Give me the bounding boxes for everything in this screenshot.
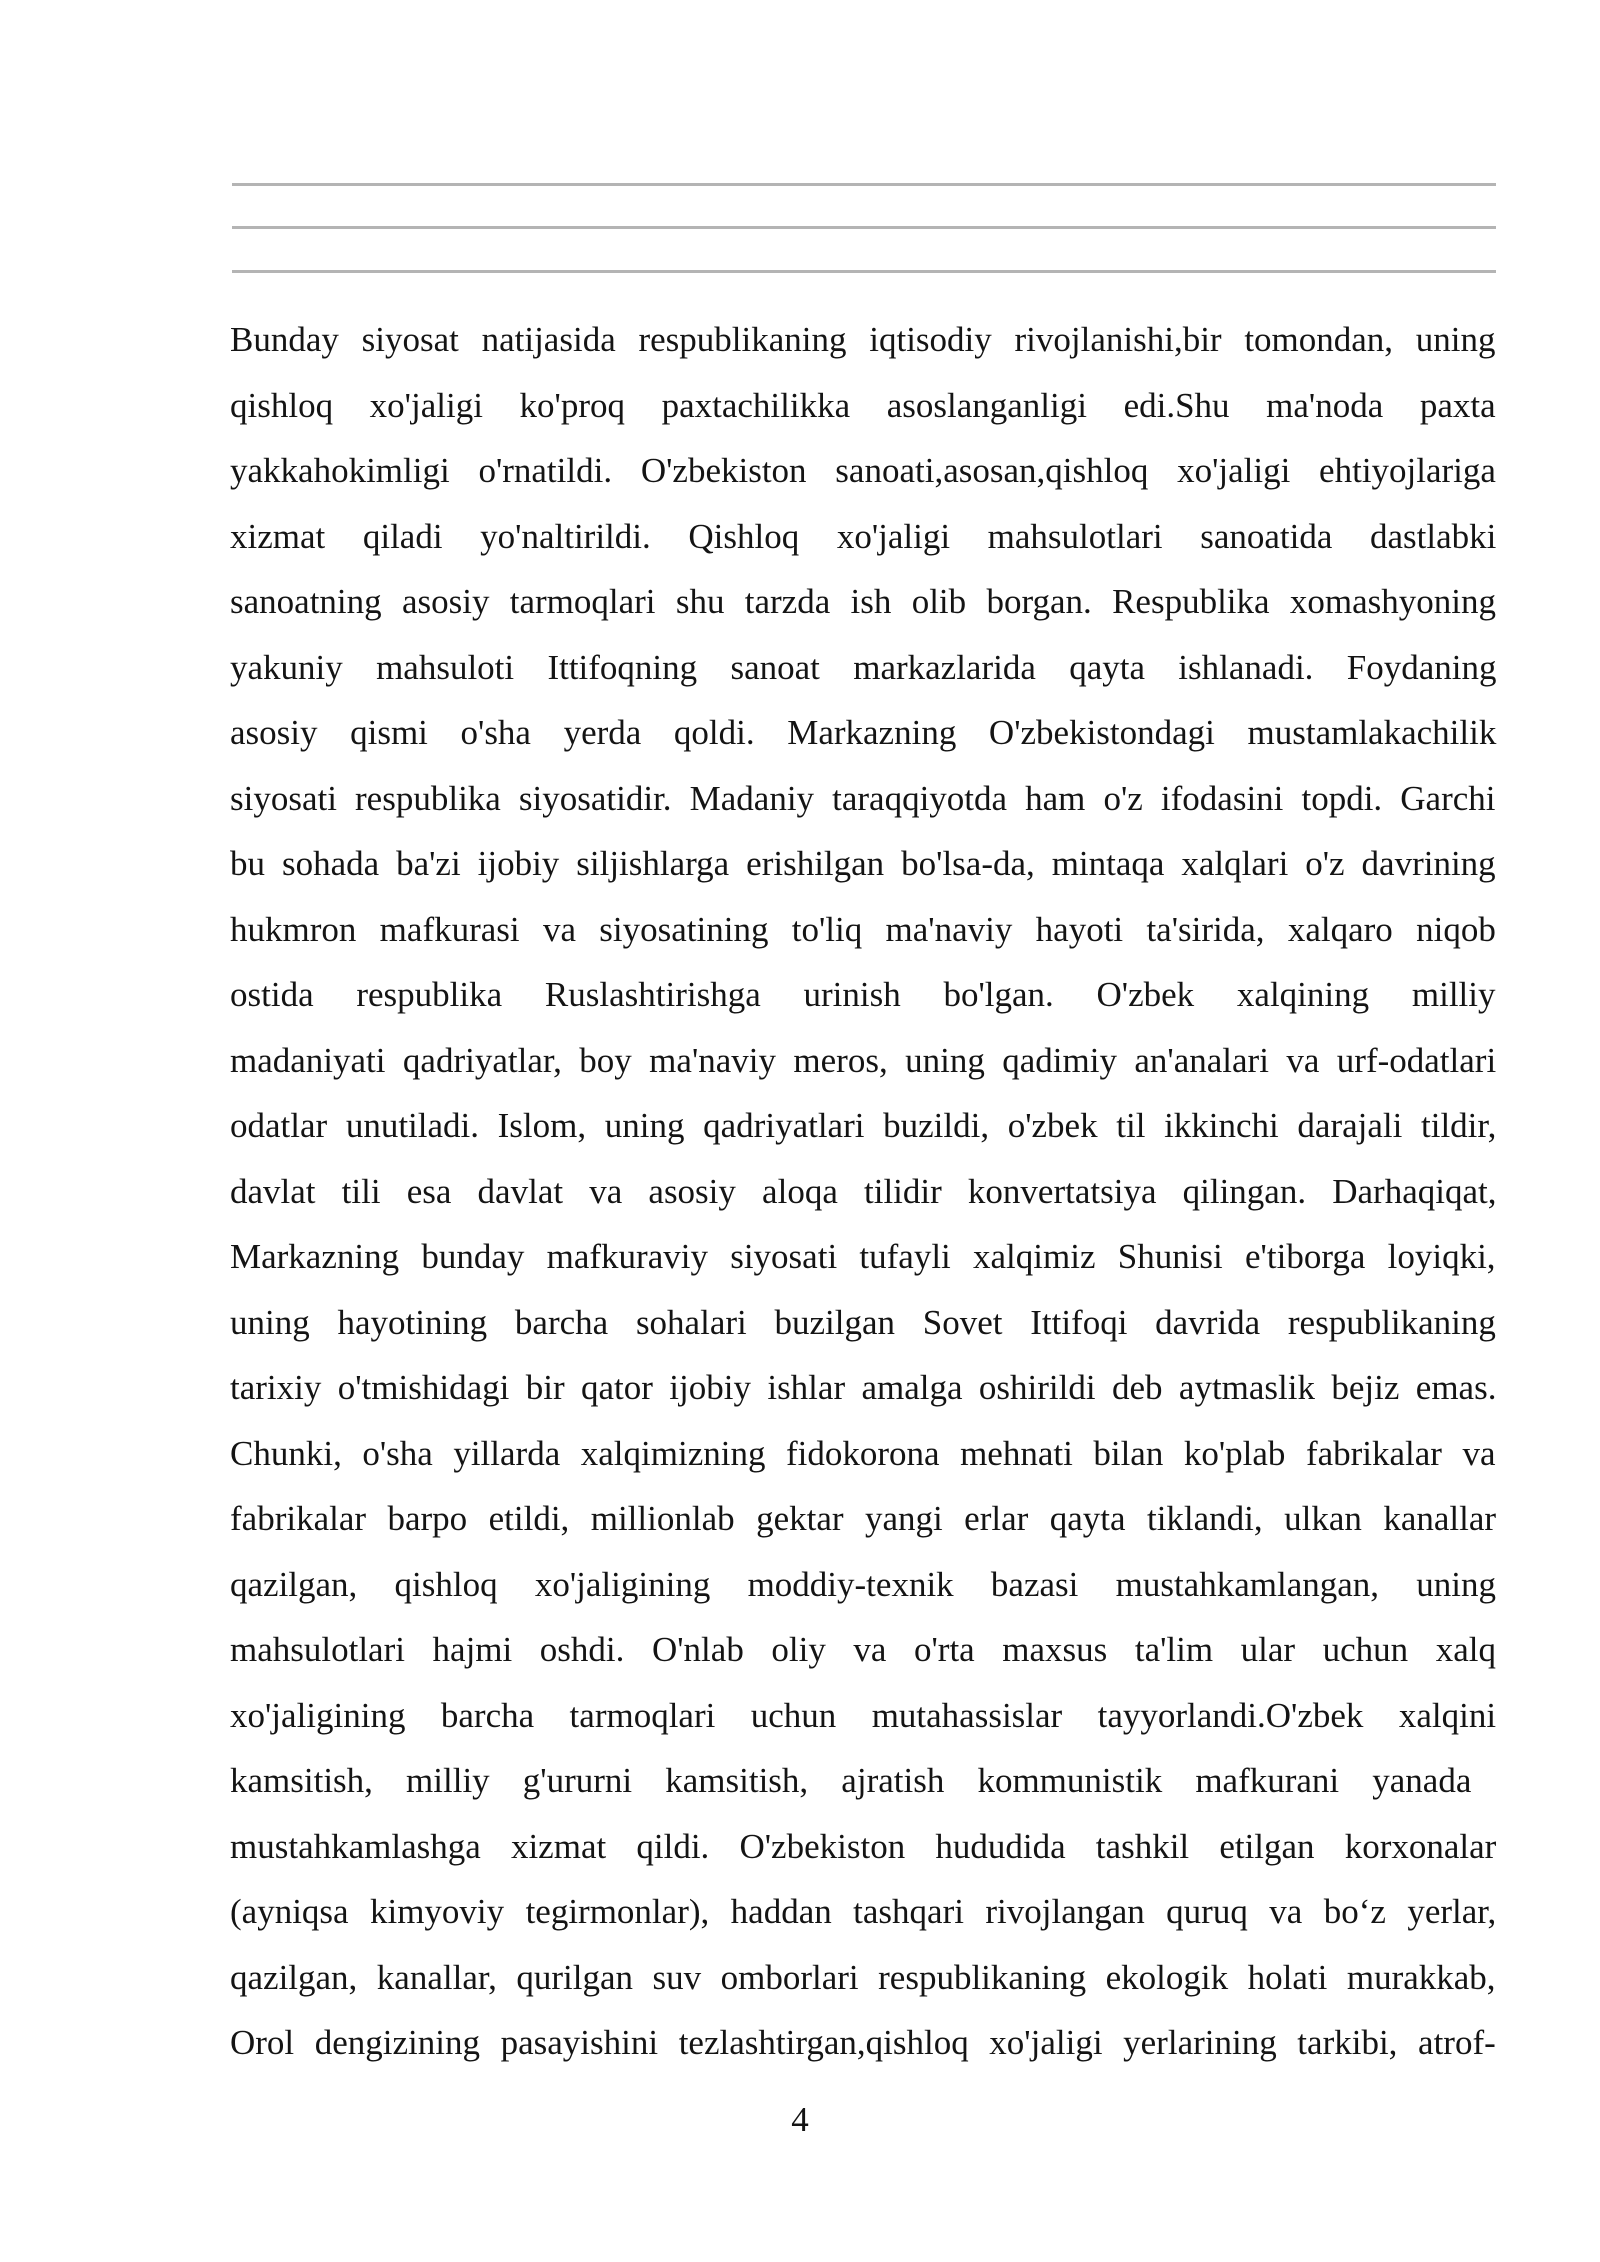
body-text	[230, 316, 1496, 2085]
text-line: odatlar unutiladi. Islom, uning qadriyatlari buzildi, o'zbek til ikkinchi darajali tildir,	[230, 1106, 1497, 1145]
text-line: Markazning bunday mafkuraviy siyosati tufayli xalqimiz Shunisi e'tiborga loyiqki,	[230, 1237, 1496, 1276]
text-line: Orol dengizining pasayishini tezlashtirgan,qishloq xo'jaligi yerlarining tarkibi, atrof-	[230, 2023, 1496, 2062]
text-line: fabrikalar barpo etildi, millionlab gektar yangi erlar qayta tiklandi, ulkan kanallar	[230, 1499, 1497, 1538]
text-line: bu sohada ba'zi ijobiy siljishlarga erishilgan bo'lsa-da, mintaqa xalqlari o'z davrining	[230, 844, 1496, 883]
text-line: hukmron mafkurasi va siyosatining to'liq ma'naviy hayoti ta'sirida, xalqaro niqob	[230, 909, 1496, 949]
text-line: qazilgan, qishloq xo'jaligining moddiy-texnik bazasi mustahkamlangan, uning	[230, 1564, 1496, 1604]
text-line: asosiy qismi o'sha yerda qoldi. Markazning O'zbekistondagi mustamlakachilik	[230, 713, 1497, 752]
text-line: xizmat qiladi yo'naltirildi. Qishloq xo'jaligi mahsulotlari sanoatida dastlabki	[230, 516, 1497, 556]
text-line: tarixiy o'tmishidagi bir qator ijobiy ishlar amalga oshirildi deb aytmaslik bejiz emas.	[230, 1368, 1497, 1407]
header-rule-2	[232, 226, 1496, 229]
text-line: ostida respublika Ruslashtirishga urinish bo'lgan. O'zbek xalqining milliy	[230, 975, 1496, 1014]
text-line: Bunday siyosat natijasida respublikaning iqtisodiy rivojlanishi,bir tomondan, uning	[230, 320, 1496, 359]
text-line: mustahkamlashga xizmat qildi. O'zbekiston hududida tashkil etilgan korxonalar	[230, 1826, 1497, 1866]
page-number: 4	[791, 2100, 809, 2139]
text-line: qazilgan, kanallar, qurilgan suv omborlari respublikaning ekologik holati murakkab,	[230, 1957, 1496, 1997]
header-rule-3	[232, 270, 1496, 273]
text-line: yakuniy mahsuloti Ittifoqning sanoat markazlarida qayta ishlanadi. Foydaning	[230, 647, 1497, 687]
text-line: yakkahokimligi o'rnatildi. O'zbekiston sanoati,asosan,qishloq xo'jaligi ehtiyojlariga	[230, 451, 1496, 490]
text-line: siyosati respublika siyosatidir. Madaniy taraqqiyotda ham o'z ifodasini topdi. Garchi	[230, 778, 1496, 818]
text-line: Chunki, o'sha yillarda xalqimizning fidokorona mehnati bilan ko'plab fabrikalar va	[230, 1433, 1496, 1473]
text-line: kamsitish, milliy g'ururni kamsitish, ajratish kommunistik mafkurani yanada	[230, 1761, 1472, 1800]
text-line: mahsulotlari hajmi oshdi. O'nlab oliy va o'rta maxsus ta'lim ular uchun xalq	[230, 1630, 1497, 1669]
text-line: xo'jaligining barcha tarmoqlari uchun mutahassislar tayyorlandi.O'zbek xalqini	[230, 1695, 1497, 1735]
text-line: sanoatning asosiy tarmoqlari shu tarzda ish olib borgan. Respublika xomashyoning	[230, 582, 1496, 621]
header-rule-1	[232, 183, 1496, 186]
text-line: madaniyati qadriyatlar, boy ma'naviy meros, uning qadimiy an'analari va urf-odatlari	[230, 1040, 1497, 1080]
text-line: uning hayotining barcha sohalari buzilgan Sovet Ittifoqi davrida respublikaning	[230, 1302, 1496, 1342]
text-line: (ayniqsa kimyoviy tegirmonlar), haddan tashqari rivojlangan quruq va bo‘z yerlar,	[230, 1892, 1497, 1931]
text-line: qishloq xo'jaligi ko'proq paxtachilikka asoslanganligi edi.Shu ma'noda paxta	[230, 385, 1496, 425]
text-line: davlat tili esa davlat va asosiy aloqa tilidir konvertatsiya qilingan. Darhaqiqat,	[230, 1171, 1497, 1211]
